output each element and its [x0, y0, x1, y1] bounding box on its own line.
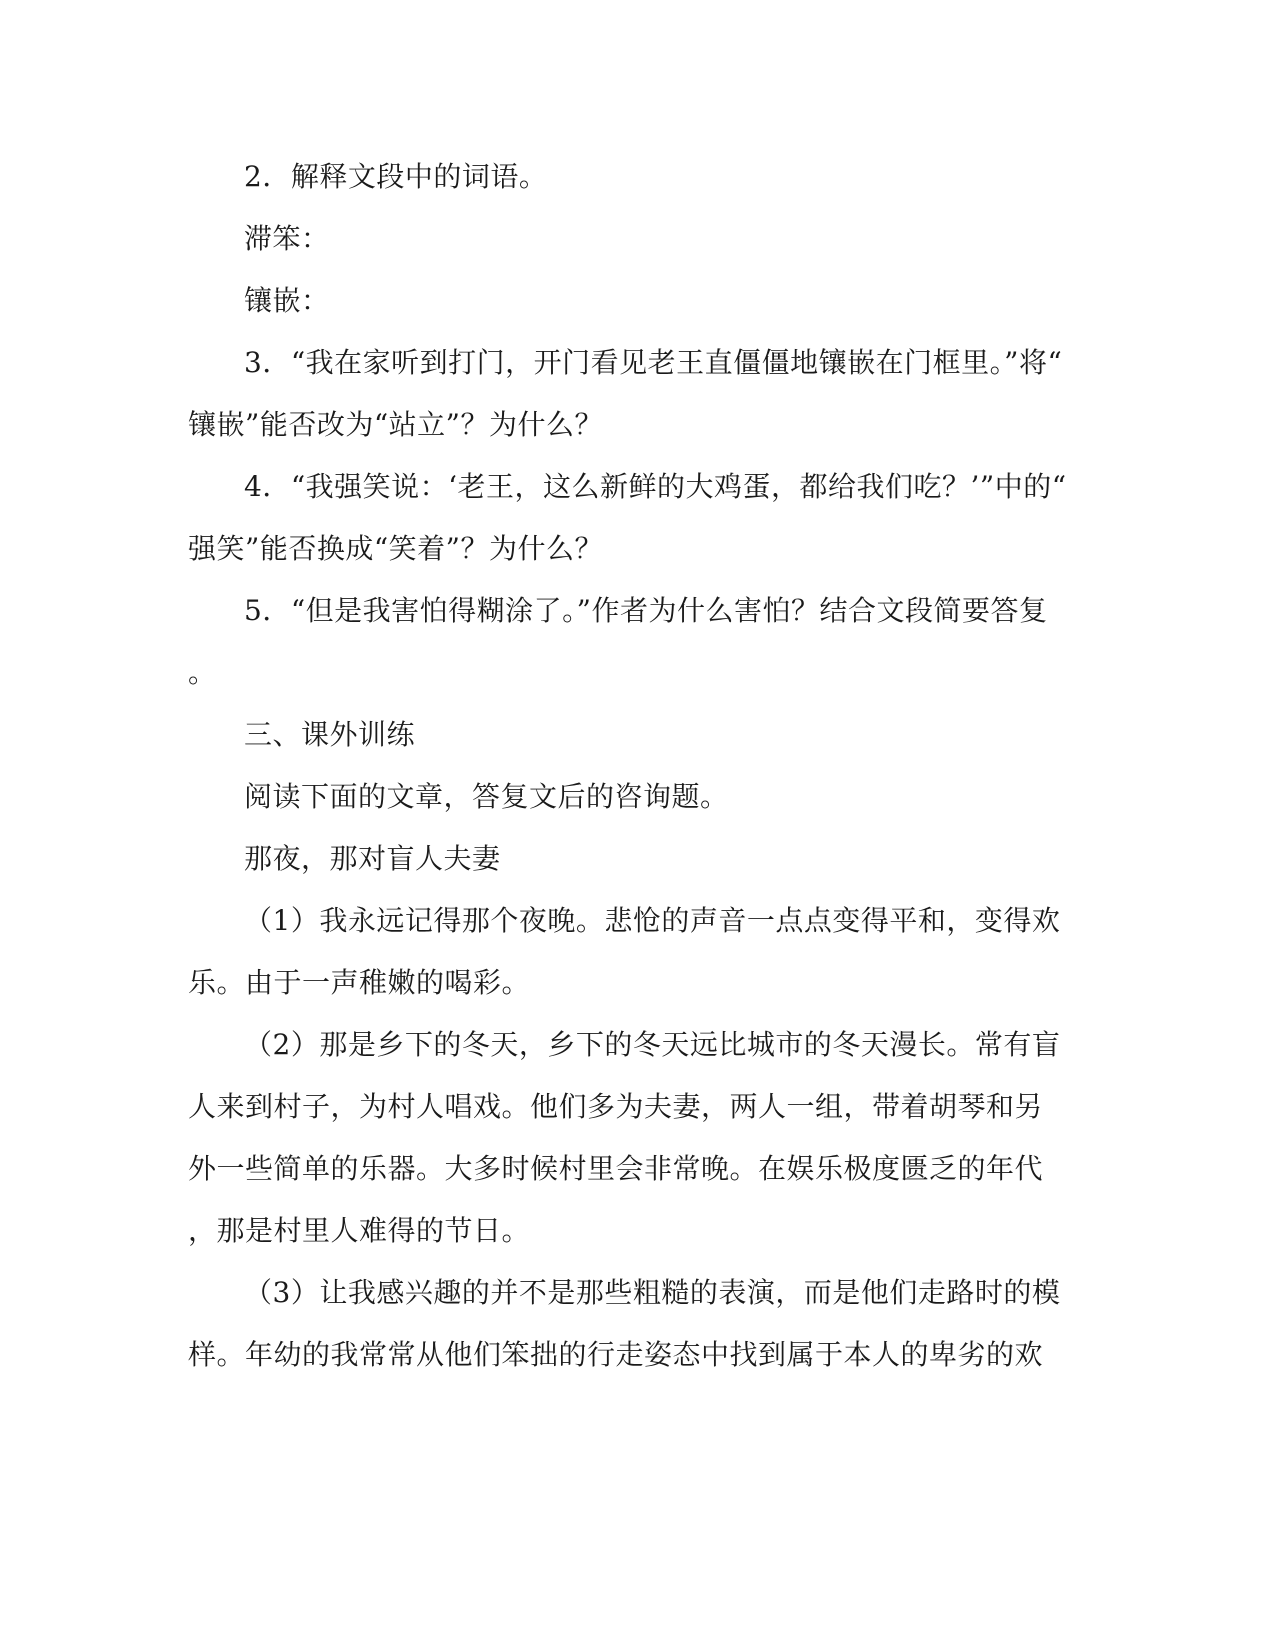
paragraph-2-line-1: （2）那是乡下的冬天，乡下的冬天远比城市的冬天漫长。常有盲 [244, 1028, 1061, 1061]
question-3-line-2: 镶嵌”能否改为“站立”？为什么？ [188, 408, 603, 441]
paragraph-2-line-2: 人来到村子，为村人唱戏。他们多为夫妻，两人一组，带着胡琴和另 [188, 1090, 1044, 1123]
question-2: 2．解释文段中的词语。 [244, 160, 548, 193]
term-zhiben: 滞笨： [244, 222, 330, 255]
question-5-line-2: 。 [188, 656, 217, 689]
question-4-line-1: 4．“我强笑说：‘老王，这么新鲜的大鸡蛋，都给我们吃？’”中的“ [244, 470, 1067, 503]
paragraph-3-line-1: （3）让我感兴趣的并不是那些粗糙的表演，而是他们走路时的模 [244, 1276, 1061, 1309]
reading-instruction: 阅读下面的文章，答复文后的咨询题。 [244, 780, 729, 813]
paragraph-2-line-4: ，那是村里人难得的节日。 [188, 1214, 531, 1247]
paragraph-3-line-2: 样。年幼的我常常从他们笨拙的行走姿态中找到属于本人的卑劣的欢 [188, 1338, 1044, 1371]
paragraph-1-line-2: 乐。由于一声稚嫩的喝彩。 [188, 966, 531, 999]
question-4-line-2: 强笑”能否换成“笑着”？为什么？ [188, 532, 603, 565]
question-3-line-1: 3．“我在家听到打门，开门看见老王直僵僵地镶嵌在门框里。”将“ [244, 346, 1063, 379]
article-title: 那夜，那对盲人夫妻 [244, 842, 501, 875]
paragraph-2-line-3: 外一些简单的乐器。大多时候村里会非常晚。在娱乐极度匮乏的年代 [188, 1152, 1044, 1185]
term-xiangqian: 镶嵌： [244, 284, 330, 317]
paragraph-1-line-1: （1）我永远记得那个夜晚。悲怆的声音一点点变得平和，变得欢 [244, 904, 1061, 937]
section-heading: 三、课外训练 [244, 718, 416, 751]
question-5-line-1: 5．“但是我害怕得糊涂了。”作者为什么害怕？结合文段简要答复 [244, 594, 1048, 627]
